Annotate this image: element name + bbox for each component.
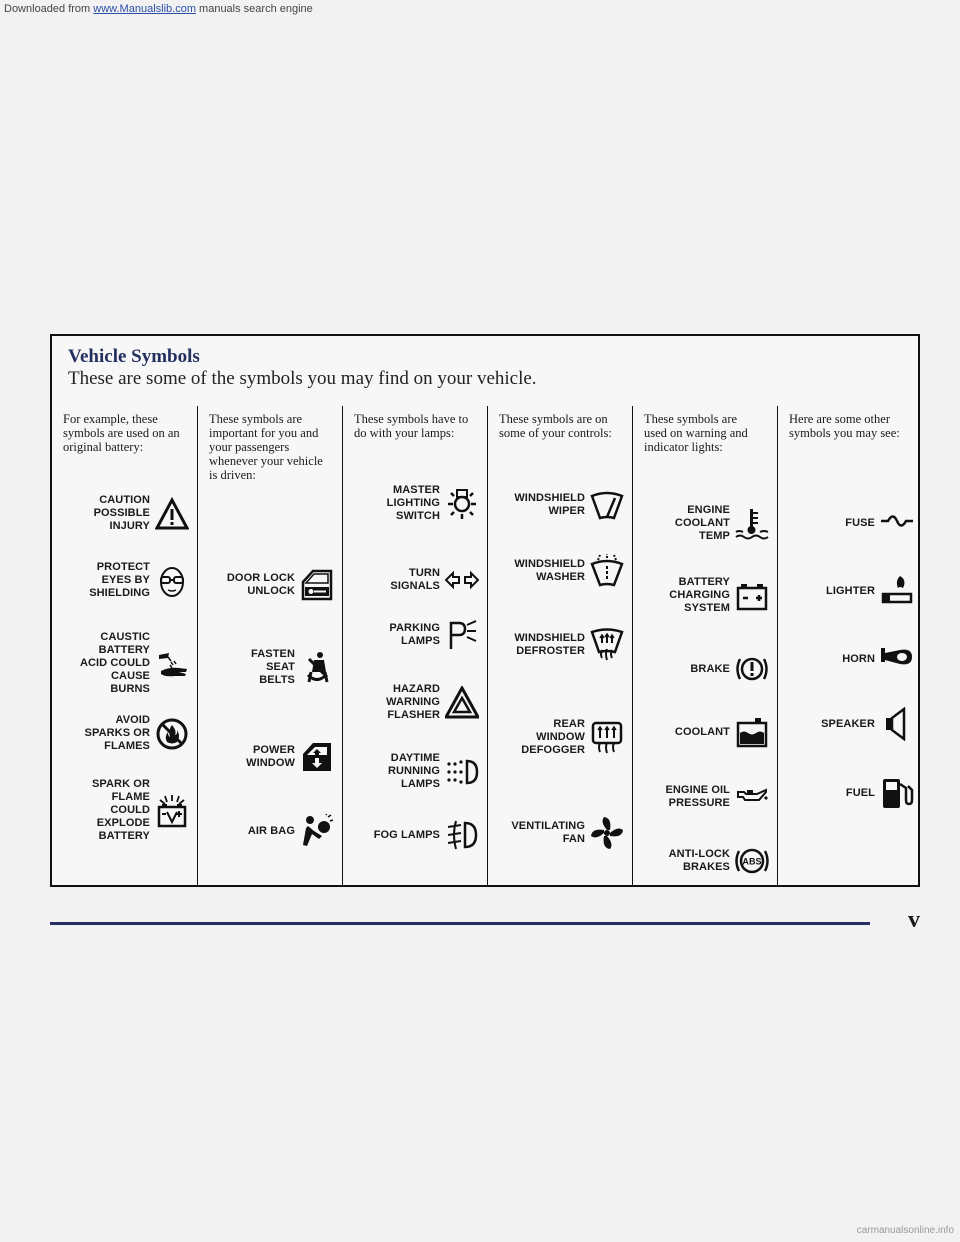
daytime-running-lamps-icon bbox=[445, 755, 479, 789]
watermark-top: Downloaded from www.Manualslib.com manuals search engine bbox=[4, 3, 313, 15]
column-intro: These symbols are important for you and your passengers whenever your vehicle is driven: bbox=[209, 412, 323, 482]
symbol-label: COOLANT bbox=[674, 725, 730, 738]
symbol-parking-lamps bbox=[389, 618, 479, 652]
symbol-caustic-acid bbox=[80, 631, 189, 696]
symbol-label: ENGINE COOLANT TEMP bbox=[674, 504, 730, 542]
symbol-fuel bbox=[846, 776, 914, 810]
symbol-rear-window-defogger bbox=[521, 718, 624, 757]
front-defroster-icon bbox=[590, 628, 624, 662]
turn-signal-arrows-icon bbox=[445, 563, 479, 597]
symbol-label: SPARK OR FLAME COULD EXPLODE BATTERY bbox=[91, 778, 150, 842]
symbol-label: CAUTION POSSIBLE INJURY bbox=[93, 494, 150, 532]
horn-icon bbox=[880, 642, 914, 676]
symbol-label: CAUSTIC BATTERY ACID COULD CAUSE BURNS bbox=[79, 631, 150, 695]
symbol-label: ANTI-LOCK BRAKES bbox=[668, 848, 730, 873]
symbol-fuse bbox=[845, 506, 914, 540]
symbol-label: REAR WINDOW DEFOGGER bbox=[521, 718, 585, 756]
symbol-protect-eyes bbox=[89, 561, 189, 600]
symbol-label: PROTECT EYES BY SHIELDING bbox=[89, 561, 150, 599]
fog-lamps-icon bbox=[445, 818, 479, 852]
symbol-power-window bbox=[246, 740, 334, 774]
symbol-label: HORN bbox=[842, 652, 875, 665]
manualslib-link[interactable]: www.Manualslib.com bbox=[93, 3, 196, 15]
symbol-label: DOOR LOCK UNLOCK bbox=[226, 572, 295, 597]
column-warning-lights bbox=[632, 406, 777, 885]
master-lighting-icon bbox=[445, 487, 479, 521]
symbol-fog-lamps bbox=[374, 818, 479, 852]
face-goggles-icon bbox=[155, 564, 189, 598]
symbol-label: DAYTIME RUNNING LAMPS bbox=[387, 752, 440, 790]
symbol-label: PARKING LAMPS bbox=[389, 622, 440, 647]
panel-subtitle: These are some of the symbols you may find on your vehicle. bbox=[68, 368, 537, 389]
battery-icon bbox=[735, 579, 769, 613]
symbol-air-bag bbox=[248, 814, 334, 848]
column-other bbox=[777, 406, 922, 885]
symbol-battery-charging bbox=[669, 576, 769, 615]
parking-lamps-icon bbox=[445, 618, 479, 652]
symbol-label: WINDSHIELD DEFROSTER bbox=[514, 632, 585, 657]
page-footer-rule bbox=[50, 922, 870, 925]
exploding-battery-icon bbox=[155, 794, 189, 828]
air-bag-icon bbox=[300, 814, 334, 848]
symbol-windshield-defroster bbox=[514, 628, 624, 662]
symbol-label: AIR BAG bbox=[247, 824, 295, 837]
symbol-label: FOG LAMPS bbox=[373, 828, 440, 841]
symbol-label: WINDSHIELD WASHER bbox=[514, 558, 585, 583]
symbol-label: BATTERY CHARGING SYSTEM bbox=[669, 576, 730, 614]
symbol-caution bbox=[94, 494, 189, 533]
coolant-temp-icon bbox=[735, 507, 769, 541]
symbol-label: HAZARD WARNING FLASHER bbox=[386, 683, 440, 721]
symbol-label: TURN SIGNALS bbox=[390, 567, 440, 592]
symbol-brake bbox=[690, 652, 769, 686]
column-lamps bbox=[342, 406, 487, 885]
symbol-engine-oil-pressure bbox=[665, 780, 769, 814]
brake-warning-icon bbox=[735, 652, 769, 686]
power-window-icon bbox=[300, 740, 334, 774]
column-intro: These symbols are on some of your controls: bbox=[499, 412, 612, 440]
caution-triangle-icon bbox=[155, 497, 189, 531]
symbol-hazard-flasher bbox=[386, 683, 479, 722]
symbol-label: BRAKE bbox=[690, 662, 730, 675]
column-intro: Here are some other symbols you may see: bbox=[789, 412, 900, 440]
symbol-explode-battery bbox=[92, 778, 189, 843]
symbol-label: FUSE bbox=[845, 516, 875, 529]
symbol-label: FUEL bbox=[845, 786, 875, 799]
no-flame-icon bbox=[155, 717, 189, 751]
column-controls bbox=[487, 406, 632, 885]
abs-icon bbox=[735, 844, 769, 878]
symbol-label: MASTER LIGHTING SWITCH bbox=[386, 484, 440, 522]
speaker-icon bbox=[880, 707, 914, 741]
acid-hand-icon bbox=[155, 647, 189, 681]
column-intro: These symbols are used on warning and indicator lights: bbox=[644, 412, 748, 454]
lighter-icon bbox=[880, 574, 914, 608]
fan-icon bbox=[590, 816, 624, 850]
symbol-label: FASTEN SEAT BELTS bbox=[251, 648, 295, 686]
symbol-windshield-wiper bbox=[514, 488, 624, 522]
wiper-icon bbox=[590, 488, 624, 522]
hazard-triangle-icon bbox=[445, 686, 479, 720]
symbol-speaker bbox=[821, 707, 914, 741]
rear-defogger-icon bbox=[590, 721, 624, 755]
column-battery bbox=[52, 406, 197, 885]
symbol-windshield-washer bbox=[514, 554, 624, 588]
column-intro: For example, these symbols are used on an original battery: bbox=[63, 412, 180, 454]
coolant-level-icon bbox=[735, 715, 769, 749]
fuel-pump-icon bbox=[880, 776, 914, 810]
symbol-anti-lock-brakes bbox=[669, 844, 769, 878]
symbol-seat-belt bbox=[251, 648, 334, 687]
symbol-label: VENTILATING FAN bbox=[511, 820, 585, 845]
symbol-engine-coolant-temp bbox=[675, 504, 769, 543]
symbol-label: LIGHTER bbox=[826, 584, 875, 597]
symbol-turn-signals bbox=[390, 563, 479, 597]
watermark-bottom: carmanualsonline.info bbox=[856, 1225, 954, 1236]
panel-title: Vehicle Symbols bbox=[68, 346, 200, 367]
symbol-lighter bbox=[826, 574, 914, 608]
symbol-master-lighting bbox=[387, 484, 479, 523]
symbol-avoid-flames bbox=[85, 714, 189, 753]
column-important bbox=[197, 406, 342, 885]
oil-can-icon bbox=[735, 780, 769, 814]
abs-text: ABS bbox=[742, 856, 762, 867]
symbol-label: WINDSHIELD WIPER bbox=[514, 492, 585, 517]
symbol-ventilating-fan bbox=[511, 816, 624, 850]
symbol-label: SPEAKER bbox=[821, 717, 875, 730]
symbol-label: AVOID SPARKS OR FLAMES bbox=[84, 714, 150, 752]
symbol-label: ENGINE OIL PRESSURE bbox=[665, 784, 730, 809]
column-intro: These symbols have to do with your lamps: bbox=[354, 412, 469, 440]
washer-icon bbox=[590, 554, 624, 588]
fuse-icon bbox=[880, 506, 914, 540]
symbol-daytime-running-lamps bbox=[388, 752, 479, 791]
symbol-coolant bbox=[675, 715, 769, 749]
vehicle-symbols-panel bbox=[50, 334, 920, 887]
symbol-door-lock bbox=[227, 568, 334, 602]
seat-belt-icon bbox=[300, 651, 334, 685]
symbol-horn bbox=[842, 642, 914, 676]
door-lock-icon bbox=[300, 568, 334, 602]
page-number: v bbox=[908, 907, 920, 933]
symbol-label: POWER WINDOW bbox=[246, 744, 295, 769]
